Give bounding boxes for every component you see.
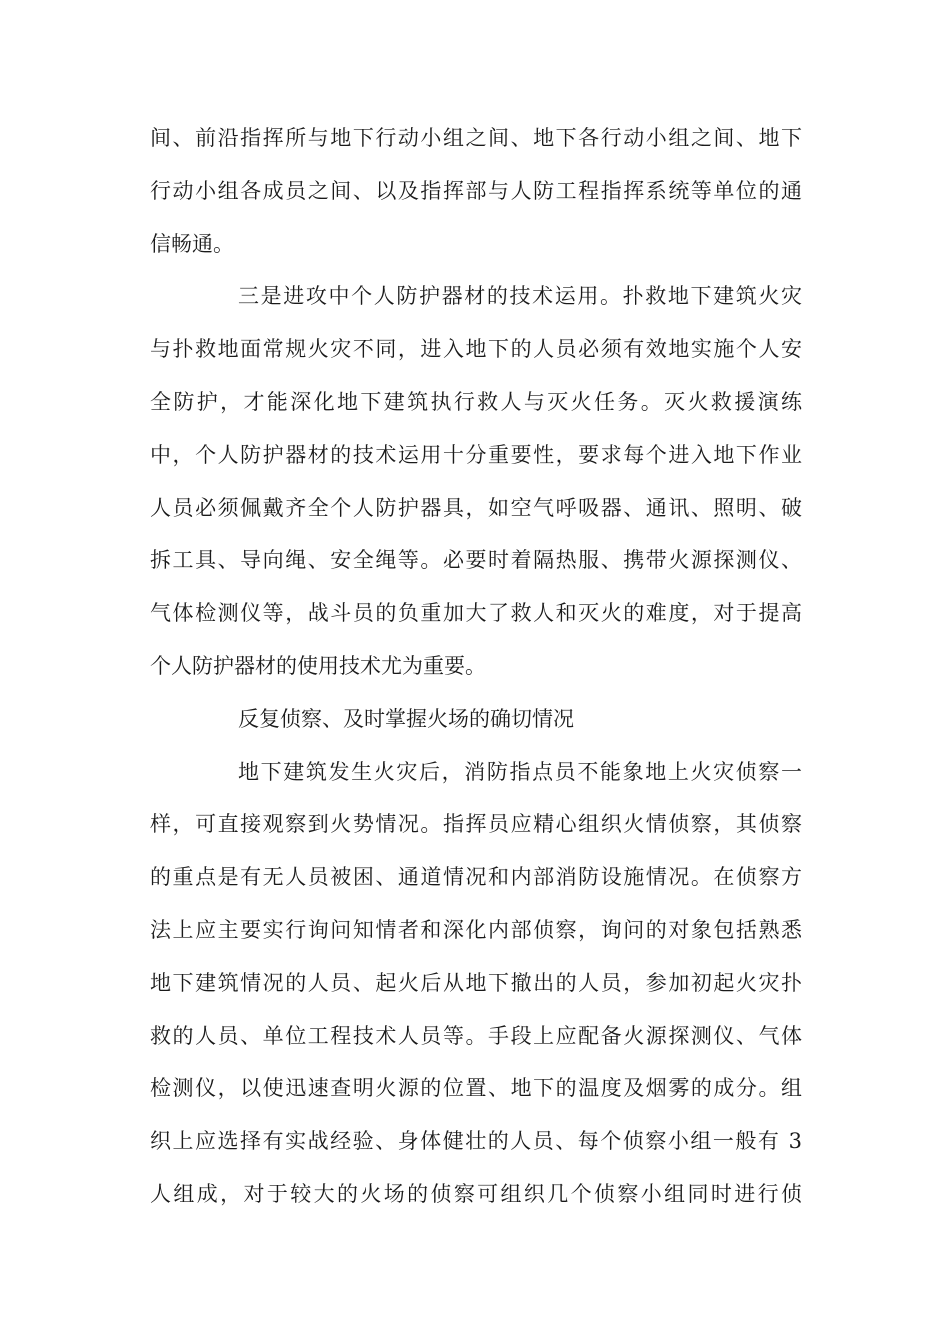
text-line: 人员必须佩戴齐全个人防护器具，如空气呼吸器、通讯、照明、破	[150, 495, 802, 520]
text-line: 人组成，对于较大的火场的侦察可组织几个侦察小组同时进行侦	[150, 1181, 802, 1206]
text-line: 信畅通。	[150, 231, 234, 256]
text-line: 个人防护器材的使用技术尤为重要。	[150, 653, 486, 678]
text-line: 的重点是有无人员被困、通道情况和内部消防设施情况。在侦察方	[150, 865, 802, 890]
body-text	[150, 112, 802, 1221]
text-line: 与扑救地面常规火灾不同，进入地下的人员必须有效地实施个人安	[150, 337, 802, 362]
paragraph-first-line: 三是进攻中个人防护器材的技术运用。扑救地下建筑火灾	[238, 284, 802, 309]
text-line: 检测仪，以使迅速查明火源的位置、地下的温度及烟雾的成分。组	[150, 1076, 802, 1101]
text-line: 拆工具、导向绳、安全绳等。必要时着隔热服、携带火源探测仪、	[150, 548, 802, 573]
paragraph-first-line: 地下建筑发生火灾后，消防指点员不能象地上火灾侦察一	[238, 759, 802, 784]
text-line: 行动小组各成员之间、以及指挥部与人防工程指挥系统等单位的通	[150, 178, 802, 203]
text-line: 间、前沿指挥所与地下行动小组之间、地下各行动小组之间、地下	[150, 126, 802, 150]
text-line: 样，可直接观察到火势情况。指挥员应精心组织火情侦察，其侦察	[150, 812, 802, 837]
text-line: 法上应主要实行询问知情者和深化内部侦察，询问的对象包括熟悉	[150, 917, 802, 942]
section-heading: 反复侦察、及时掌握火场的确切情况	[238, 706, 574, 731]
text-line: 全防护，才能深化地下建筑执行救人与灭火任务。灭火救援演练	[150, 389, 802, 414]
text-line: 中，个人防护器材的技术运用十分重要性，要求每个进入地下作业	[150, 442, 802, 467]
text-line: 气体检测仪等，战斗员的负重加大了救人和灭火的难度，对于提高	[150, 601, 802, 626]
text-line: 地下建筑情况的人员、起火后从地下撤出的人员，参加初起火灾扑	[150, 970, 802, 995]
text-line: 救的人员、单位工程技术人员等。手段上应配备火源探测仪、气体	[150, 1023, 802, 1048]
text-line: 织上应选择有实战经验、身体健壮的人员、每个侦察小组一般有 3	[150, 1129, 802, 1154]
